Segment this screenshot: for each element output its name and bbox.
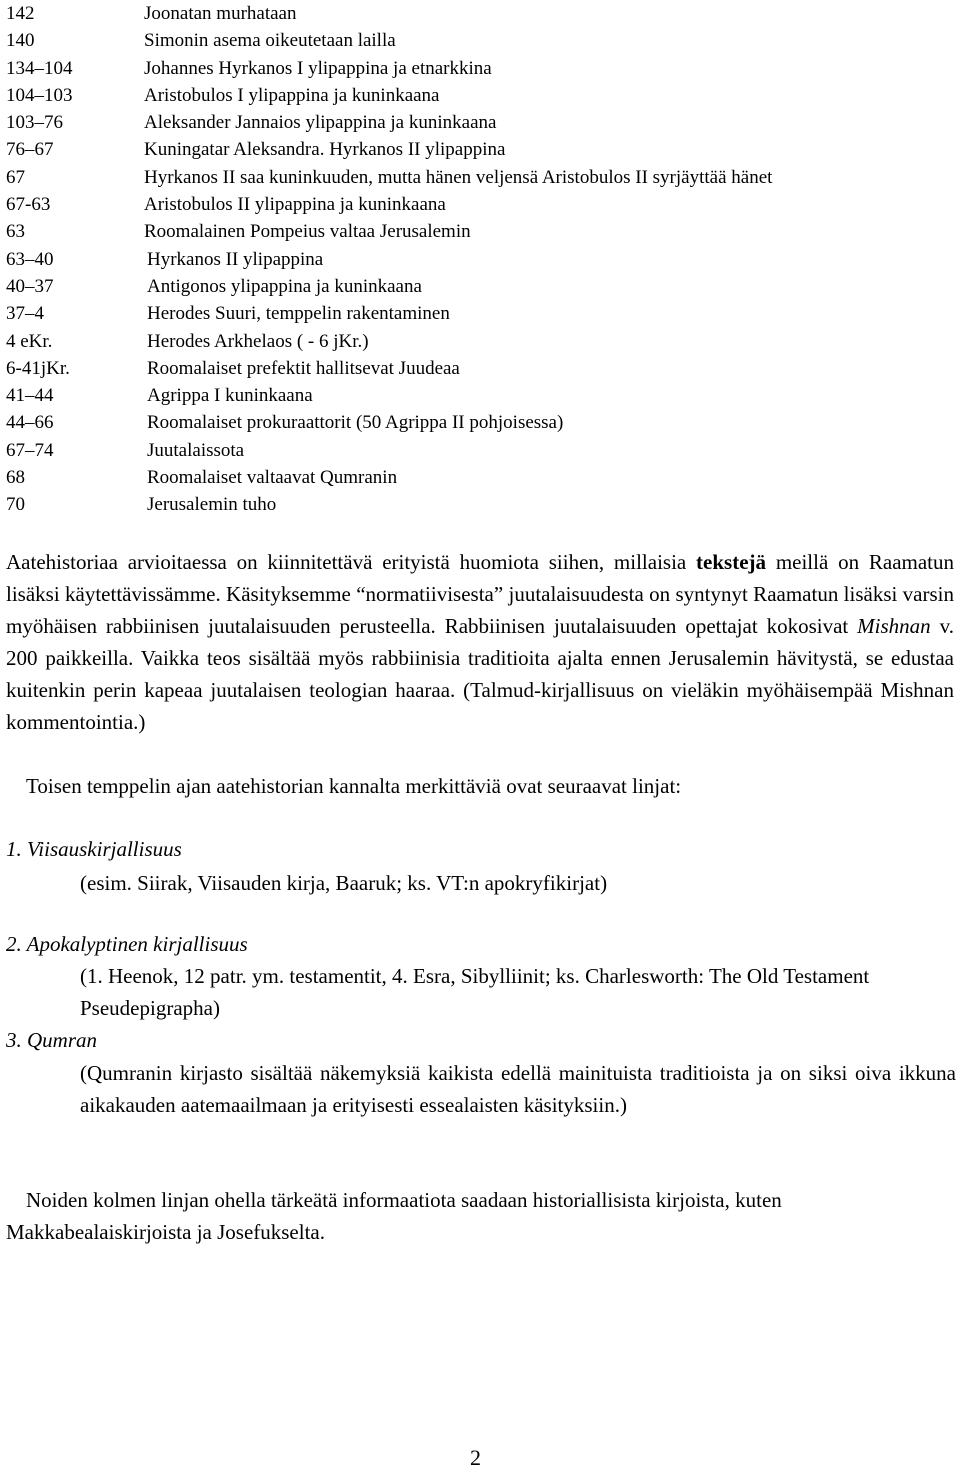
- chronology-row: [6, 328, 946, 355]
- chronology-date: 67–74: [6, 439, 54, 461]
- intro-paragraph: [6, 546, 954, 738]
- intro-text-2: meillä on Raamatun lisäksi käytettävissämme. Käsityksemme “normatiivisesta” juutalaisuudesta on syntynyt Raamatun lisäksi varsin myöhäisen rabbiinisen juutalaisuuden perusteella. Rabbiinisen juutalaisuuden opettajat kokosivat: [6, 550, 955, 638]
- line-text-apocalyptic: (1. Heenok, 12 patr. ym. testamentit, 4. Esra, Sibylliinit; ks. Charlesworth: The Old Testament Pseudepigrapha): [80, 964, 870, 1020]
- chronology-row: [6, 55, 946, 82]
- chronology-event: Roomalaiset prokuraattorit (50 Agrippa II pohjoisessa): [147, 412, 564, 434]
- intro-bold-term: tekstejä: [696, 550, 767, 574]
- chronology-date: 6-41jKr.: [6, 357, 70, 379]
- chronology-row: [6, 191, 946, 218]
- chronology-event: Aristobulos II ylipappina ja kuninkaana: [144, 194, 446, 216]
- chronology-event: Hyrkanos II saa kuninkuuden, mutta hänen veljensä Aristobulos II syrjäyttää hänet: [144, 166, 773, 188]
- chronology-date: 4 eKr.: [6, 330, 53, 352]
- chronology-row: [6, 164, 946, 191]
- chronology-event: Simonin asema oikeutetaan lailla: [144, 30, 396, 52]
- intro-italic-term: Mishnan: [857, 614, 931, 638]
- chronology-event: Jerusalemin tuho: [147, 494, 277, 516]
- line-heading-qumran: 3. Qumran: [6, 1028, 98, 1052]
- line-heading-apocalyptic: 2. Apokalyptinen kirjallisuus: [6, 932, 248, 956]
- chronology-event: Kuningatar Aleksandra. Hyrkanos II ylipappina: [144, 139, 506, 161]
- chronology-event: Herodes Arkhelaos ( - 6 jKr.): [147, 330, 369, 352]
- chronology-date: 68: [6, 467, 25, 489]
- chronology-row: [6, 82, 946, 109]
- chronology-event: Roomalainen Pompeius valtaa Jerusalemin: [144, 221, 471, 243]
- chronology-event: Roomalaiset prefektit hallitsevat Juudeaa: [147, 357, 460, 379]
- chronology-event: Aleksander Jannaios ylipappina ja kuninkaana: [144, 112, 497, 134]
- chronology-date: 142: [6, 3, 35, 24]
- chronology-row: [6, 109, 946, 136]
- chronology-row: [6, 246, 946, 273]
- chronology-row: [6, 218, 946, 245]
- chronology-row: [6, 136, 946, 163]
- chronology-date: 140: [6, 30, 35, 52]
- chronology-row: [6, 273, 946, 300]
- chronology-row: [6, 382, 946, 409]
- chronology-table: [6, 0, 946, 519]
- chronology-event: Hyrkanos II ylipappina: [147, 248, 324, 270]
- chronology-row: [6, 464, 946, 491]
- intro-text-1: Aatehistoriaa arvioitaessa on kiinnitettävä erityistä huomiota siihen, millaisia: [6, 550, 687, 574]
- intro-text-3: v. 200 paikkeilla. Vaikka teos sisältää myös rabbiinisia traditioita ajalta ennen Jerusalemin hävitystä, se edustaa kuitenkin perin kapeaa juutalaisen teologian haaraa. (Talmud-kirjallisuus on vieläkin myöhäisempää Mishnan kommentointia.): [6, 614, 954, 734]
- chronology-row: [6, 437, 946, 464]
- chronology-date: 63–40: [6, 248, 54, 270]
- chronology-event: Johannes Hyrkanos I ylipappina ja etnarkkina: [144, 57, 492, 79]
- chronology-date: 37–4: [6, 303, 44, 325]
- chronology-event: Aristobulos I ylipappina ja kuninkaana: [144, 84, 440, 106]
- line-text-qumran: (Qumranin kirjasto sisältää näkemyksiä kaikista edellä mainituista traditioista ja on siksi oiva ikkuna aikakauden aatemaailmaan ja erityisesti essealaisten käsityksiin.): [80, 1061, 956, 1117]
- page-number: 2: [470, 1445, 481, 1470]
- line-heading-wisdom: 1. Viisauskirjallisuus: [6, 837, 182, 861]
- lead-line: Toisen temppelin ajan aatehistorian kannalta merkittäviä ovat seuraavat linjat:: [26, 774, 682, 798]
- line-text-wisdom: (esim. Siirak, Viisauden kirja, Baaruk; ks. VT:n apokryfikirjat): [80, 871, 608, 895]
- chronology-row: [6, 27, 946, 54]
- closing-paragraph: Noiden kolmen linjan ohella tärkeätä informaatiota saadaan historiallisista kirjoista, kuten Makkabealaiskirjoista ja Josefukselta.: [6, 1188, 782, 1244]
- chronology-event: Agrippa I kuninkaana: [147, 385, 313, 407]
- chronology-date: 44–66: [6, 412, 54, 434]
- chronology-row: [6, 355, 946, 382]
- chronology-date: 70: [6, 494, 25, 516]
- chronology-event: Roomalaiset valtaavat Qumranin: [147, 467, 398, 489]
- chronology-row: [6, 300, 946, 327]
- chronology-date: 76–67: [6, 139, 54, 161]
- chronology-row: [6, 0, 946, 27]
- chronology-event: Herodes Suuri, temppelin rakentaminen: [147, 303, 450, 325]
- chronology-event: Antigonos ylipappina ja kuninkaana: [147, 275, 422, 297]
- chronology-row: [6, 491, 946, 518]
- chronology-date: 103–76: [6, 112, 63, 134]
- chronology-date: 67: [6, 166, 25, 188]
- chronology-date: 104–103: [6, 84, 73, 106]
- chronology-event: Joonatan murhataan: [144, 3, 297, 24]
- chronology-date: 40–37: [6, 275, 54, 297]
- chronology-date: 63: [6, 221, 25, 243]
- chronology-event: Juutalaissota: [147, 439, 245, 461]
- chronology-row: [6, 409, 946, 436]
- chronology-date: 41–44: [6, 385, 54, 407]
- chronology-date: 134–104: [6, 57, 73, 79]
- chronology-date: 67-63: [6, 194, 51, 216]
